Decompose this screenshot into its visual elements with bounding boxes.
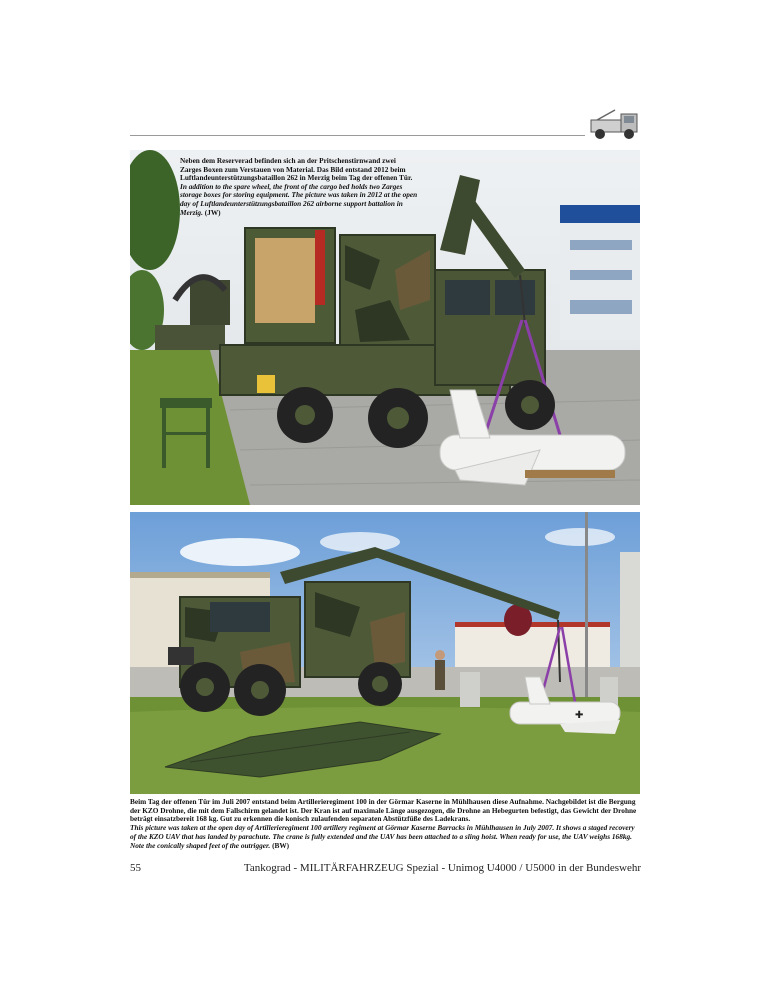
running-title: Tankograd - MILITÄRFAHRZEUG Spezial - Unimog U4000 / U5000 in der Bundeswehr: [243, 862, 641, 874]
caption-bottom-credit: (BW): [272, 840, 290, 850]
caption-bottom-english: This picture was taken at the open day of Artillerieregiment 100 artillery regiment at Görmar Kaserne Barracks in Mühlhausen in July 2007. It shows a staged recovery of the KZO UAV that has landed by parachute. The crane is fully extended and the UAV has been attached to a sling hoist. When ready for use, the UAV weighs 168kg. Note the conically shaped feet of the outrigger.: [130, 823, 635, 850]
caption-bottom: [130, 798, 642, 850]
caption-top-english: In addition to the spare wheel, the front of the cargo bed holds two Zarges storage boxes for storing equipment. The picture was taken in 2012 at the open day of Luftlandeunterstützungsbataillon 262 airborne support battalion in Merzig.: [180, 181, 418, 217]
header-rule: [130, 135, 585, 136]
photo-bottom: [130, 512, 640, 794]
svg-text:✚: ✚: [575, 710, 584, 721]
caption-top: [180, 157, 418, 217]
caption-bottom-german: Beim Tag der offenen Tür im Juli 2007 entstand beim Artillerieregiment 100 in der Görmar Kaserne in Mühlhausen diese Aufnahme. Nachgebildet ist die Bergung der KZO Drohne, die mit dem Fallschirm gelandet ist. Der Kran ist auf maximale Länge ausgezogen, die Drohne an Hebegurten befestigt, das Gewicht der Drohne beträgt einsatzbereit 168 kg. Gut zu erkennen die konisch zulaufenden separaten Abstützfüße des Ladekrans.: [130, 797, 637, 824]
page-number: 55: [130, 862, 141, 874]
caption-top-credit: (JW): [204, 207, 221, 217]
caption-top-german: Neben dem Reserverad befinden sich an der Pritschenstirnwand zwei Zarges Boxen zum Verstauen von Material. Das Bild entstand 2012 beim Luftlandeunterstützungsbataillon 262 in Merzig beim Tag der offenen Tür.: [180, 156, 413, 183]
truck-logo-icon: [589, 108, 641, 140]
